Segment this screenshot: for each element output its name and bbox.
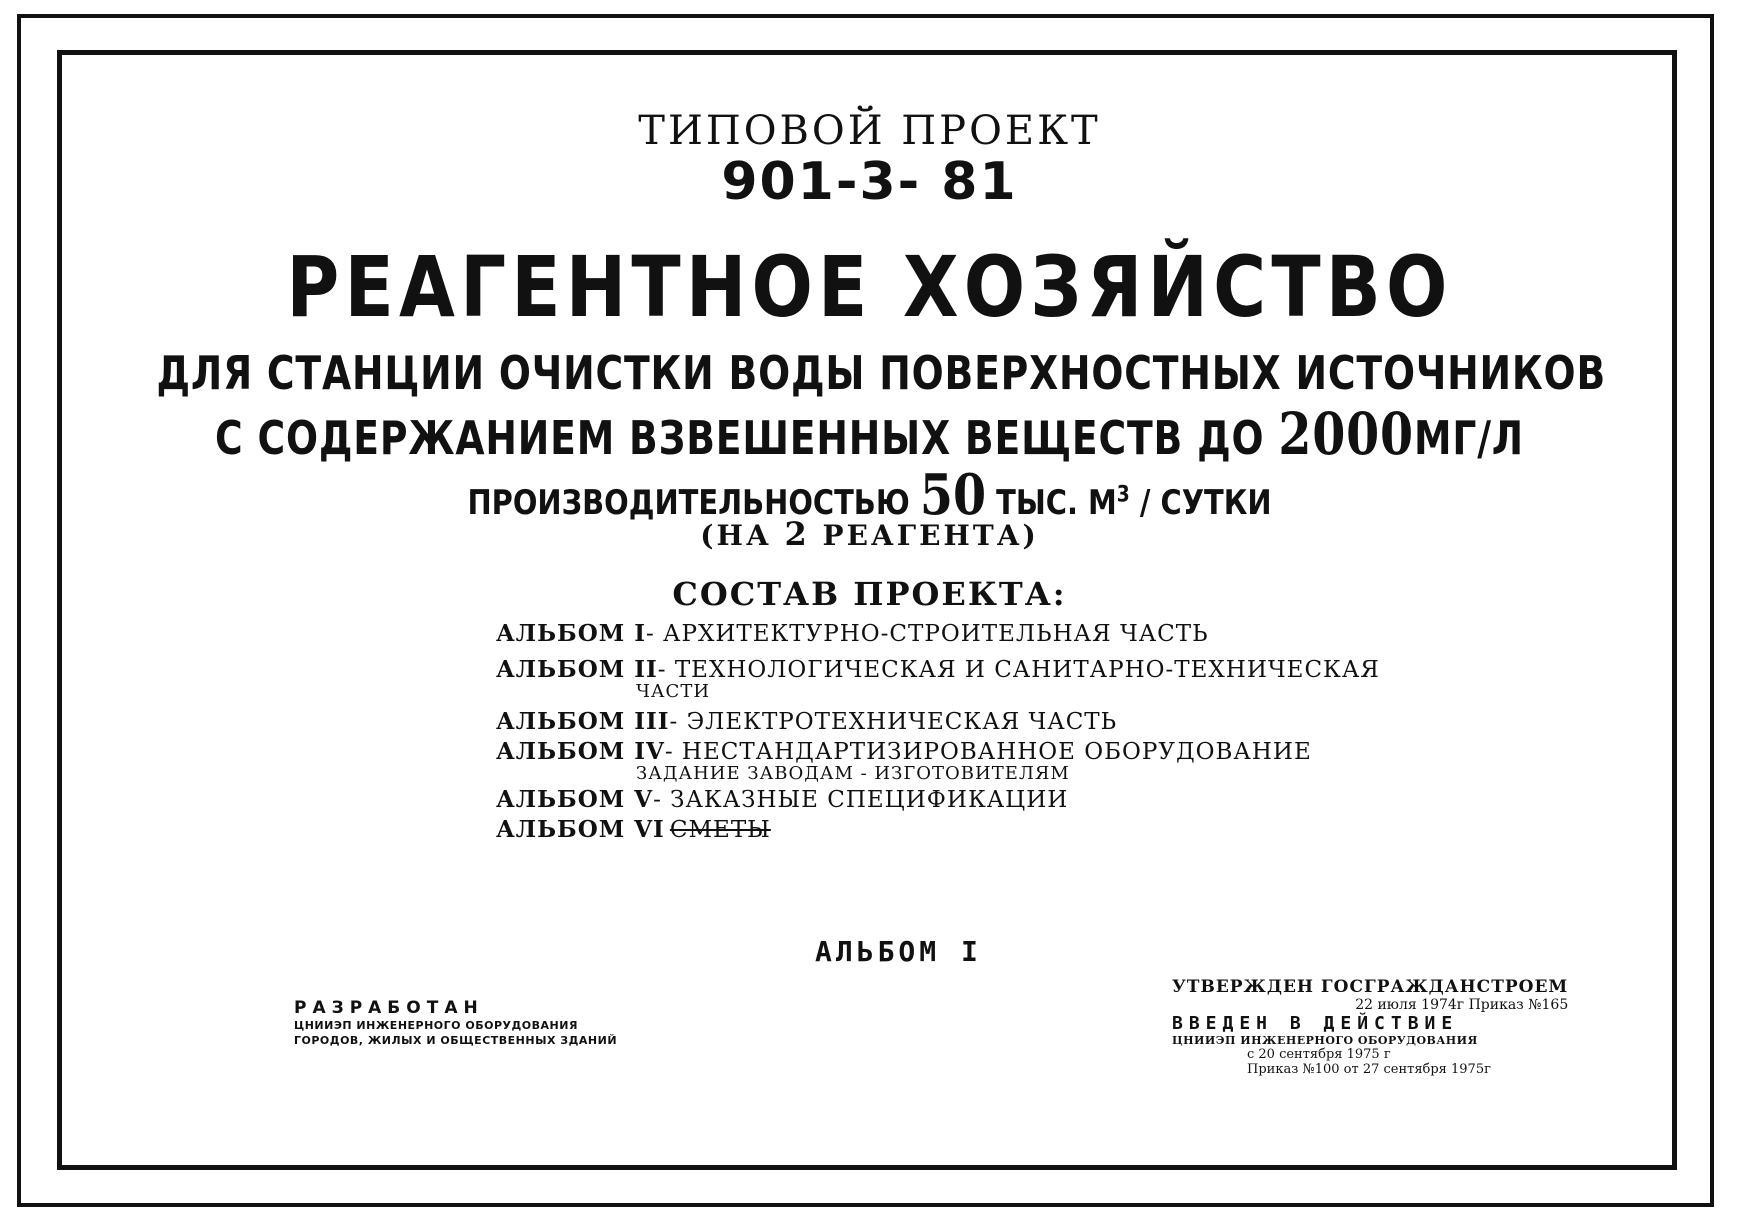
album-item	[496, 738, 1380, 786]
album-description: - НЕСТАНДАРТИЗИРОВАННОЕ ОБОРУДОВАНИЕ	[664, 739, 1312, 765]
capacity-value: 50	[919, 462, 987, 528]
album-label: АЛЬБОМ IV	[496, 738, 665, 765]
reagents-open: (НА	[700, 519, 772, 552]
reagents-close: РЕАГЕНТА)	[822, 519, 1039, 552]
album-description-struck: СМЕТЫ	[669, 817, 771, 843]
developer-block	[294, 998, 617, 1048]
enacted-by: ЦНИИЭП ИНЖЕНЕРНОГО ОБОРУДОВАНИЯ	[1172, 1034, 1478, 1047]
album-item	[496, 708, 1380, 736]
composition-heading: СОСТАВ ПРОЕКТА:	[672, 575, 1067, 613]
album-list	[496, 620, 1380, 846]
project-series: ТИПОВОЙ ПРОЕКТ	[638, 108, 1101, 154]
album-description: - ЭЛЕКТРОТЕХНИЧЕСКАЯ ЧАСТЬ	[669, 709, 1118, 735]
album-description: - ТЕХНОЛОГИЧЕСКАЯ И САНИТАРНО-ТЕХНИЧЕСКАЯ	[657, 657, 1380, 683]
album-item	[496, 786, 1380, 816]
album-label: АЛЬБОМ III	[496, 708, 670, 735]
subtitle-line-2	[157, 400, 1583, 468]
subtitle-line-1: ДЛЯ СТАНЦИИ ОЧИСТКИ ВОДЫ ПОВЕРХНОСТНЫХ ИСТОЧНИКОВ	[156, 346, 1607, 400]
approval-heading: УТВЕРЖДЕН ГОСГРАЖДАНСТРОЕМ	[1172, 977, 1569, 997]
album-item	[496, 816, 1380, 846]
album-tag: АЛЬБОМ I	[815, 935, 982, 968]
enacted-heading: ВВЕДЕН В ДЕЙСТВИЕ	[1172, 1013, 1459, 1034]
reagents-count: 2	[784, 515, 810, 553]
capacity-prefix: ПРОИЗВОДИТЕЛЬНОСТЬЮ	[467, 483, 910, 523]
album-label: АЛЬБОМ VI	[496, 816, 665, 843]
capacity-suffix: / СУТКИ	[1139, 483, 1272, 523]
subtitle-line-2-prefix: С СОДЕРЖАНИЕМ ВЗВЕШЕННЫХ ВЕЩЕСТВ ДО	[215, 411, 1265, 465]
developer-line-2: ГОРОДОВ, ЖИЛЫХ И ОБЩЕСТВЕННЫХ ЗДАНИЙ	[294, 1034, 618, 1047]
suspended-solids-value: 2000	[1278, 400, 1414, 468]
album-item	[496, 620, 1380, 650]
reagents-line	[0, 515, 1739, 553]
approval-block	[1172, 977, 1568, 1077]
album-label: АЛЬБОМ II	[496, 656, 658, 683]
developer-line-1: ЦНИИЭП ИНЖЕНЕРНОГО ОБОРУДОВАНИЯ	[294, 1019, 578, 1032]
suspended-solids-unit: МГ/Л	[1413, 411, 1524, 465]
album-label: АЛЬБОМ I	[496, 620, 646, 647]
approval-date: 22 июля 1974г Приказ №165	[1355, 997, 1569, 1013]
album-item	[496, 656, 1380, 708]
capacity-unit: ТЫС. М	[996, 483, 1117, 523]
album-description: - АРХИТЕКТУРНО-СТРОИТЕЛЬНАЯ ЧАСТЬ	[645, 621, 1209, 647]
project-code: 901-3- 81	[721, 152, 1018, 212]
album-sub-description: ЧАСТИ	[636, 681, 711, 702]
developer-heading: РАЗРАБОТАН	[294, 998, 484, 1018]
capacity-power: 3	[1116, 482, 1130, 508]
document-title: РЕАГЕНТНОЕ ХОЗЯЙСТВО	[286, 238, 1453, 336]
album-label: АЛЬБОМ V	[496, 786, 654, 813]
enacted-order: Приказ №100 от 27 сентября 1975г	[1247, 1062, 1491, 1077]
album-description: - ЗАКАЗНЫЕ СПЕЦИФИКАЦИИ	[653, 787, 1069, 813]
album-sub-description: ЗАДАНИЕ ЗАВОДАМ - ИЗГОТОВИТЕЛЯМ	[636, 763, 1070, 784]
enacted-date: с 20 сентября 1975 г	[1247, 1047, 1391, 1062]
